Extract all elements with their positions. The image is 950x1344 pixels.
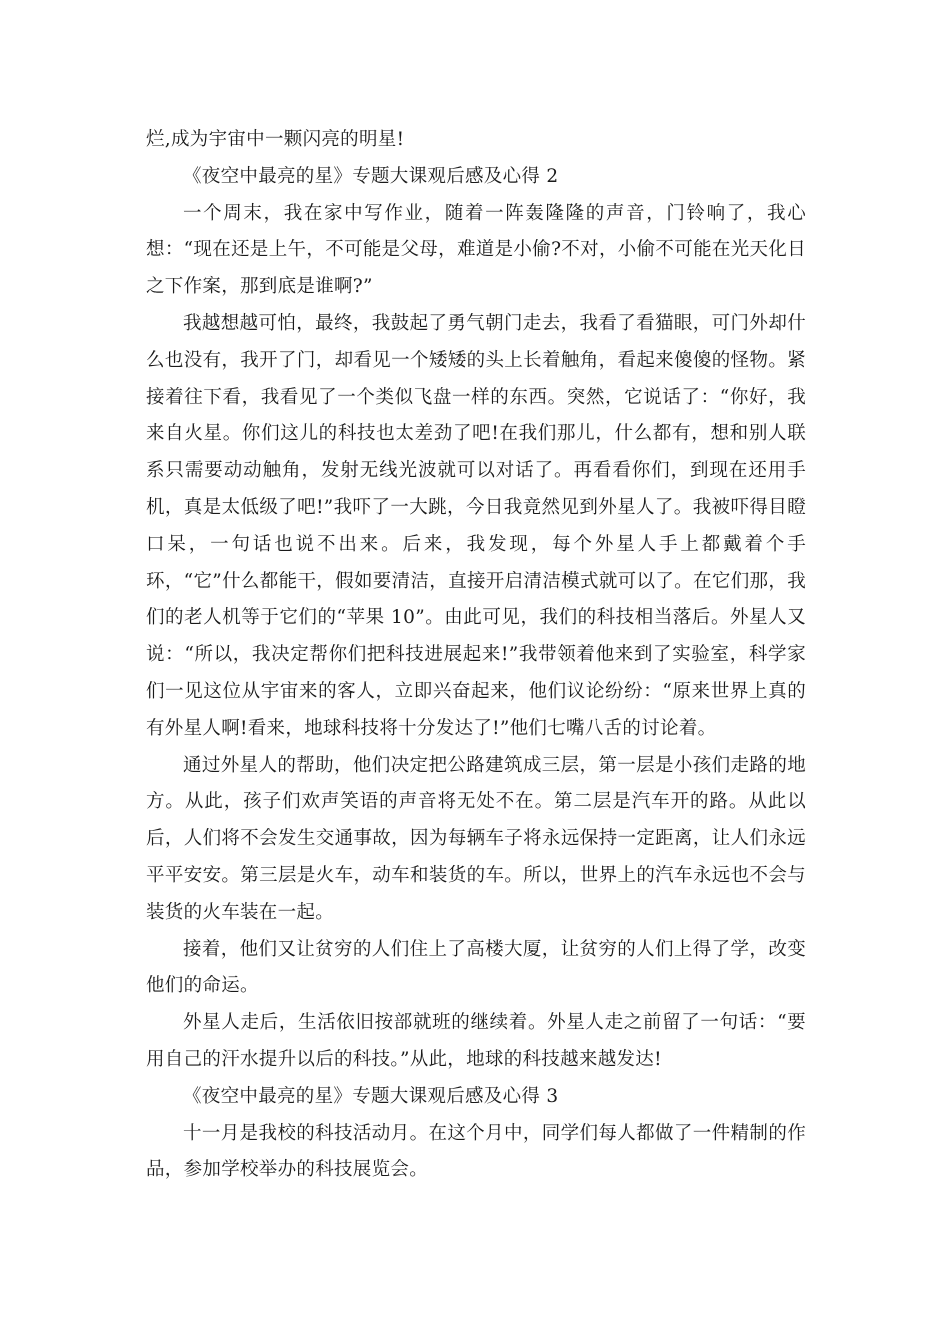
paragraph: 一个周末，我在家中写作业，随着一阵轰隆隆的声音，门铃响了，我心想：“现在还是上午，不可能是父母，难道是小偷?不对，小偷不可能在光天化日之下作案，那到底是谁啊?”: [146, 202, 806, 298]
section-heading: 《夜空中最亮的星》专题大课观后感及心得 3: [183, 1085, 559, 1107]
paragraph: 接着，他们又让贫穷的人们住上了高楼大厦，让贫穷的人们上得了学，改变他们的命运。: [146, 938, 806, 997]
paragraph: 外星人走后，生活依旧按部就班的继续着。外星人走之前留了一句话：“要用自己的汗水提升以后的科技。”从此，地球的科技越来越发达!: [146, 1012, 806, 1070]
paragraph-continuation: 烂,成为宇宙中一颗闪亮的明星!: [146, 129, 405, 150]
paragraph: 十一月是我校的科技活动月。在这个月中，同学们每人都做了一件精制的作品，参加学校举办的科技展览会。: [146, 1122, 806, 1181]
document-body: [146, 122, 806, 1189]
paragraph: 我越想越可怕，最终，我鼓起了勇气朝门走去，我看了看猫眼，可门外却什么也没有，我开了门，却看见一个矮矮的头上长着触角，看起来傻傻的怪物。紧接着往下看，我看见了一个类似飞盘一样的东西。突然，它说话了：“你好，我来自火星。你们这儿的科技也太差劲了吧!在我们那儿，什么都有，想和别人联系只需要动动触角，发射无线光波就可以对话了。再看看你们，到现在还用手机，真是太低级了吧!”我吓了一大跳，今日我竟然见到外星人了。我被吓得目瞪口呆，一句话也说不出来。后来，我发现，每个外星人手上都戴着个手环，“它”什么都能干，假如要清洁，直接开启清洁模式就可以了。在它们那，我们的老人机等于它们的“苹果 10”。由此可见，我们的科技相当落后。外星人又说：“所以，我决定帮你们把科技进展起来!”我带领着他来到了实验室，科学家们一见这位从宇宙来的客人，立即兴奋起来，他们议论纷纷：“原来世界上真的有外星人啊!看来，地球科技将十分发达了!”他们七嘴八舌的讨论着。: [146, 312, 806, 739]
paragraph: 通过外星人的帮助，他们决定把公路建筑成三层，第一层是小孩们走路的地方。从此，孩子们欢声笑语的声音将无处不在。第二层是汽车开的路。从此以后，人们将不会发生交通事故，因为每辆车子将永远保持一定距离，让人们永远平平安安。第三层是火车，动车和装货的车。所以，世界上的汽车永远也不会与装货的火车装在一起。: [146, 754, 806, 923]
section-heading: 《夜空中最亮的星》专题大课观后感及心得 2: [183, 165, 559, 187]
